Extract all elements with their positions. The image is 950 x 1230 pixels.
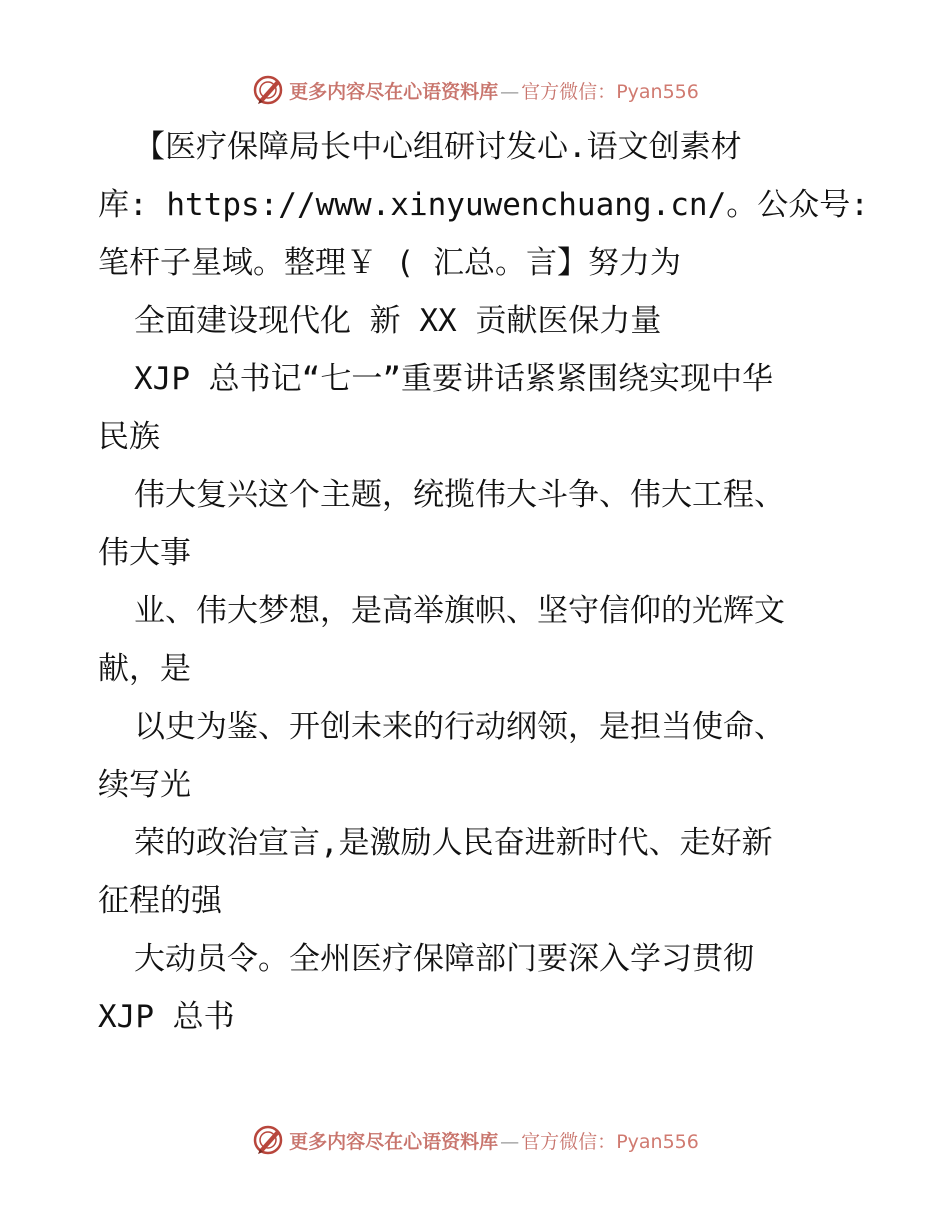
text-line: 业、伟大梦想，是高举旗帜、坚守信仰的光辉文 [134, 593, 785, 629]
text-line: 民族 [98, 419, 160, 455]
text-line: 续写光 [98, 767, 191, 803]
pen-circle-logo-icon [251, 73, 285, 107]
text-line: 以史为鉴、开创未来的行动纲领，是担当使命、 [134, 709, 785, 745]
watermark-text [289, 77, 699, 104]
text-line: 伟大事 [98, 535, 191, 571]
text-line: XJP 总书记“七一”重要讲话紧紧围绕实现中华 [134, 361, 773, 397]
text-line: 伟大复兴这个主题，统揽伟大斗争、伟大工程、 [134, 477, 785, 513]
text-line: 全面建设现代化 新 XX 贡献医保力量 [134, 303, 662, 339]
text-line: 献，是 [98, 651, 191, 687]
watermark-main: 更多内容尽在心语资料库 [289, 80, 499, 103]
pen-circle-logo-icon [251, 1123, 285, 1157]
text-line: XJP 总书 [98, 999, 235, 1035]
watermark-separator: — [500, 80, 520, 103]
text-line: 大动员令。全州医疗保障部门要深入学习贯彻 [134, 941, 754, 977]
text-line: 笔杆子星域。整理￥ ( 汇总。言】努力为 [98, 245, 681, 281]
watermark-main: 更多内容尽在心语资料库 [289, 1130, 499, 1153]
text-line: 征程的强 [98, 883, 222, 919]
watermark-label: 官方微信： [521, 80, 617, 103]
watermark-text [289, 1127, 699, 1154]
text-line: 【医疗保障局长中心组研讨发心.语文创素材 [134, 129, 742, 165]
document-body [98, 118, 869, 1046]
text-line: 荣的政治宣言,是激励人民奋进新时代、走好新 [134, 825, 773, 861]
header-watermark [0, 72, 950, 108]
watermark-separator: — [500, 1130, 520, 1153]
text-line: 库: https://www.xinyuwenchuang.cn/。公众号: [98, 187, 869, 223]
watermark-wechat-id: Pyan556 [616, 1130, 699, 1153]
watermark-wechat-id: Pyan556 [616, 80, 699, 103]
footer-watermark [0, 1122, 950, 1158]
watermark-label: 官方微信： [521, 1130, 617, 1153]
